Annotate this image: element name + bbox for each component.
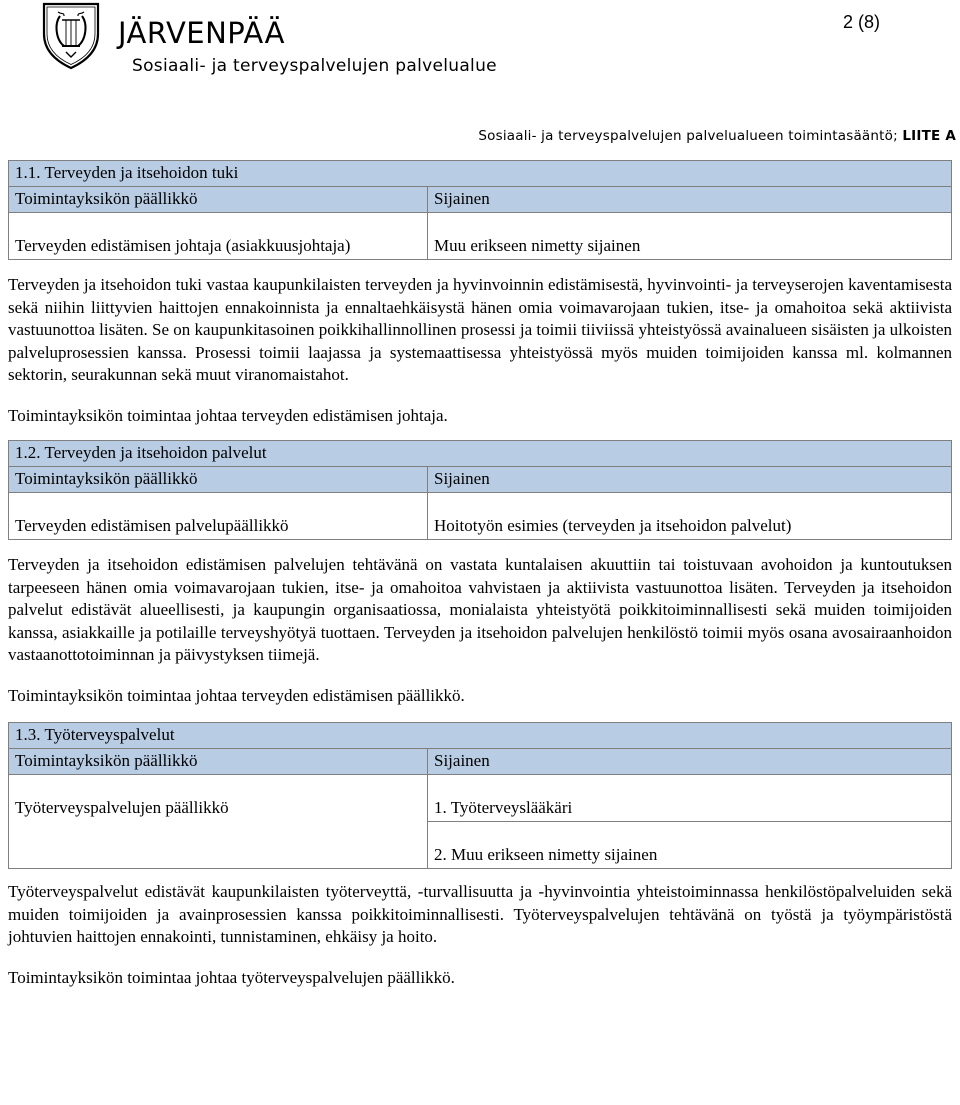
manager-column-header: Toimintayksikön päällikkö xyxy=(9,749,428,775)
deputy-cell: 2. Muu erikseen nimetty sijainen xyxy=(428,822,952,869)
section-paragraph: Toimintayksikön toimintaa johtaa terveyden edistämisen päällikkö. xyxy=(8,685,465,705)
section-paragraph: Toimintayksikön toimintaa johtaa työterveyspalvelujen päällikkö. xyxy=(8,967,455,987)
document-reference-text: Sosiaali- ja terveyspalvelujen palvelualueen toimintasääntö; xyxy=(478,128,898,144)
section-header-row xyxy=(9,749,952,775)
section-number: 1.1. xyxy=(15,163,41,183)
section-title: Terveyden ja itsehoidon palvelut xyxy=(44,443,267,463)
manager-cell: Terveyden edistämisen palvelupäällikkö xyxy=(9,493,428,540)
section-heading xyxy=(9,441,952,467)
section-title: Työterveyspalvelut xyxy=(44,725,175,745)
manager-row xyxy=(9,213,952,260)
section-header-row xyxy=(9,187,952,213)
section-number: 1.3. xyxy=(15,725,41,745)
deputy-cell: Hoitotyön esimies (terveyden ja itsehoidon palvelut) xyxy=(428,493,952,540)
manager-cell: Terveyden edistämisen johtaja (asiakkuusjohtaja) xyxy=(9,213,428,260)
manager-column-header: Toimintayksikön päällikkö xyxy=(9,467,428,493)
section-heading xyxy=(9,723,952,749)
deputy-column-header: Sijainen xyxy=(428,187,952,213)
deputy-cell: 1. Työterveyslääkäri xyxy=(428,775,952,822)
section-paragraph: Terveyden ja itsehoidon tuki vastaa kaupunkilaisten terveyden ja hyvinvoinnin edistämisestä, hyvinvointi- ja terveyserojen kaventamisesta sekä niihin liittyvien haittojen ennakoinnista ja ennaltaehkäisystä hänen omia voimavarojaan tukien, itse- ja omahoitoa sekä aktiivista vastuunottoa lisäten. Se on kaupunkitasoinen poikkihallinnollinen prosessi ja toimii tiiviissä yhteistyössä avainalueen sisäisten ja ulkoisten palveluprosessien kanssa. Prosessi toimii laajassa ja systemaattisessa yhteistyössä myös muiden toimijoiden kanssa ml. kolmannen sektorin, seurakunnan sekä muut viranomaistahot. xyxy=(8,275,952,384)
section-title-row xyxy=(9,441,952,467)
department-name: Sosiaali- ja terveyspalvelujen palvelualue xyxy=(132,56,497,76)
appendix-label: LIITE A xyxy=(902,128,956,144)
section-header-row xyxy=(9,467,952,493)
brand-name: JÄRVENPÄÄ xyxy=(118,16,285,50)
document-body xyxy=(8,160,952,989)
section-table xyxy=(8,160,952,260)
deputy-cell: Muu erikseen nimetty sijainen xyxy=(428,213,952,260)
section-paragraph: Toimintayksikön toimintaa johtaa terveyden edistämisen johtaja. xyxy=(8,405,448,425)
manager-row xyxy=(9,493,952,540)
deputy-column-header: Sijainen xyxy=(428,749,952,775)
section-paragraph: Terveyden ja itsehoidon edistämisen palvelujen tehtävänä on vastata kuntalaisen akuuttiin tai toistuvaan avohoidon ja kuntoutuksen tarpeeseen hänen omia voimavarojaan tukien, itse- ja omahoitoa vahvistaen ja aktiivista vastuunottoa lisäten. Terveyden ja itsehoidon palvelut edistävät alueellisesti, ja kaupungin organisaatiossa, monialaista yhteistyötä poikkitoiminnallisesti sekä muiden toimijoiden kanssa, asiakkaille ja potilaille terveyshyötyä tuottaen. Terveyden ja itsehoidon palvelujen henkilöstö toimii myös osana avosairaanhoidon vastaanottotoiminnan ja päivystyksen tiimejä. xyxy=(8,555,952,664)
section-table xyxy=(8,440,952,540)
page-number: 2 (8) xyxy=(842,12,880,32)
deputy-column-header: Sijainen xyxy=(428,467,952,493)
page-header xyxy=(0,0,960,150)
section-table xyxy=(8,722,952,869)
manager-column-header: Toimintayksikön päällikkö xyxy=(9,187,428,213)
section-heading xyxy=(9,161,952,187)
section-number: 1.2. xyxy=(15,443,41,463)
lyre-crest-icon xyxy=(38,0,104,70)
section-title-row xyxy=(9,723,952,749)
section-title-row xyxy=(9,161,952,187)
manager-row xyxy=(9,775,952,822)
document-reference xyxy=(478,128,956,144)
section-paragraph: Työterveyspalvelut edistävät kaupunkilaisten työterveyttä, -turvallisuutta ja -hyvinvointia yhteistoiminnassa henkilöstöpalveluiden sekä muiden toimijoiden ja avainprosessien kanssa poikkitoiminnallisesti. Työterveyspalvelujen tehtävänä on työstä ja työympäristöstä johtuvien haittojen ennakointi, tunnistaminen, ehkäisy ja hoito. xyxy=(8,882,952,946)
manager-cell: Työterveyspalvelujen päällikkö xyxy=(9,775,428,869)
section-title: Terveyden ja itsehoidon tuki xyxy=(44,163,239,183)
